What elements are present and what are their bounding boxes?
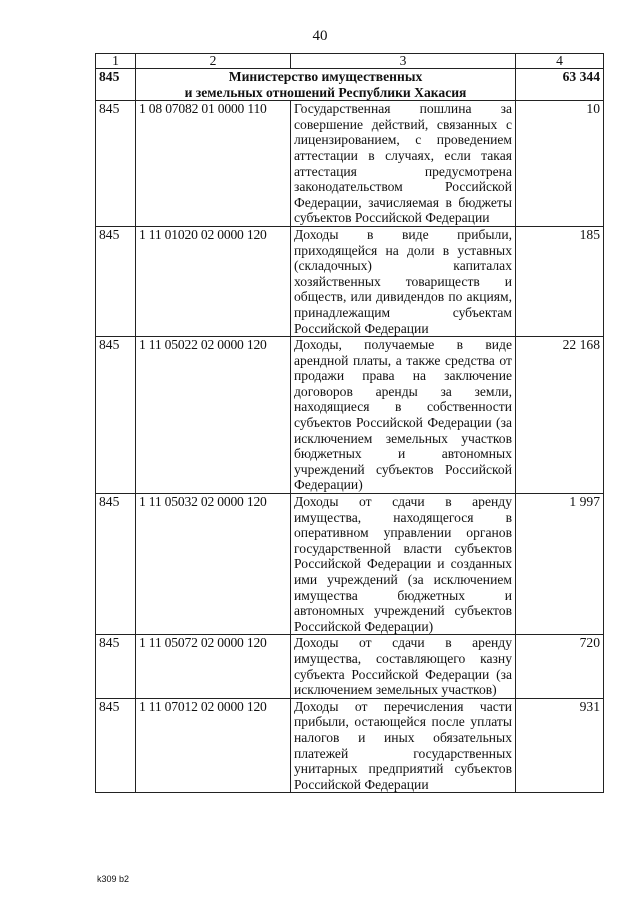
row-revenue-code: 1 08 07082 01 0000 110 bbox=[136, 101, 291, 227]
column-header-1: 1 bbox=[96, 54, 136, 69]
row-admin-code: 845 bbox=[96, 494, 136, 635]
page-number: 40 bbox=[312, 28, 328, 44]
row-description: Доходы в виде прибыли, приходящейся на доли в уставных (складочных) капиталах хозяйственных товариществ и обществ, или дивидендов по акциям, принадлежащим субъектам Российской Федерации bbox=[291, 226, 516, 336]
row-revenue-code: 1 11 07012 02 0000 120 bbox=[136, 698, 291, 793]
column-header-3: 3 bbox=[291, 54, 516, 69]
footer-document-code: k309 b2 bbox=[97, 874, 130, 884]
column-header-row bbox=[96, 54, 604, 69]
row-admin-code: 845 bbox=[96, 698, 136, 793]
row-admin-code: 845 bbox=[96, 635, 136, 698]
row-amount: 720 bbox=[516, 635, 604, 698]
table-row bbox=[96, 494, 604, 635]
ministry-name bbox=[136, 69, 516, 101]
row-description: Доходы, получаемые в виде арендной платы, а также средства от продажи права на заключение договоров аренды за земли, находящиеся в собственности субъектов Российской Федерации (за исключением земельных участков бюджетных и автономных учреждений субъектов Российской Федерации) bbox=[291, 337, 516, 494]
table-row bbox=[96, 698, 604, 793]
table-row bbox=[96, 101, 604, 227]
row-admin-code: 845 bbox=[96, 101, 136, 227]
row-description: Доходы от сдачи в аренду имущества, находящегося в оперативном управлении органов государственной власти субъектов Российской Федерации и созданных ими учреждений (за исключением имущества бюджетных и автономных учреждений субъектов Российской Федерации) bbox=[291, 494, 516, 635]
ministry-name-line2: и земельных отношений Республики Хакасия bbox=[184, 84, 467, 100]
row-description: Доходы от сдачи в аренду имущества, составляющего казну субъекта Российской Федерации (за исключением земельных участков) bbox=[291, 635, 516, 698]
ministry-row bbox=[96, 69, 604, 101]
row-amount: 931 bbox=[516, 698, 604, 793]
row-amount: 185 bbox=[516, 226, 604, 336]
row-revenue-code: 1 11 05072 02 0000 120 bbox=[136, 635, 291, 698]
row-amount: 22 168 bbox=[516, 337, 604, 494]
ministry-admin-code: 845 bbox=[96, 69, 136, 101]
row-amount: 10 bbox=[516, 101, 604, 227]
ministry-name-line1: Министерство имущественных bbox=[228, 69, 423, 84]
row-revenue-code: 1 11 01020 02 0000 120 bbox=[136, 226, 291, 336]
column-header-2: 2 bbox=[136, 54, 291, 69]
revenue-table bbox=[95, 53, 604, 793]
row-revenue-code: 1 11 05022 02 0000 120 bbox=[136, 337, 291, 494]
table-row bbox=[96, 635, 604, 698]
table-row bbox=[96, 226, 604, 336]
ministry-total: 63 344 bbox=[516, 69, 604, 101]
column-header-4: 4 bbox=[516, 54, 604, 69]
row-admin-code: 845 bbox=[96, 226, 136, 336]
row-amount: 1 997 bbox=[516, 494, 604, 635]
table-row bbox=[96, 337, 604, 494]
row-description: Доходы от перечисления части прибыли, остающейся после уплаты налогов и иных обязательных платежей государственных унитарных предприятий субъектов Российской Федерации bbox=[291, 698, 516, 793]
row-revenue-code: 1 11 05032 02 0000 120 bbox=[136, 494, 291, 635]
row-admin-code: 845 bbox=[96, 337, 136, 494]
row-description: Государственная пошлина за совершение действий, связанных с лицензированием, с проведением аттестации в случаях, если такая аттестация предусмотрена законодательством Российской Федерации, зачисляемая в бюджеты субъектов Российской Федерации bbox=[291, 101, 516, 227]
